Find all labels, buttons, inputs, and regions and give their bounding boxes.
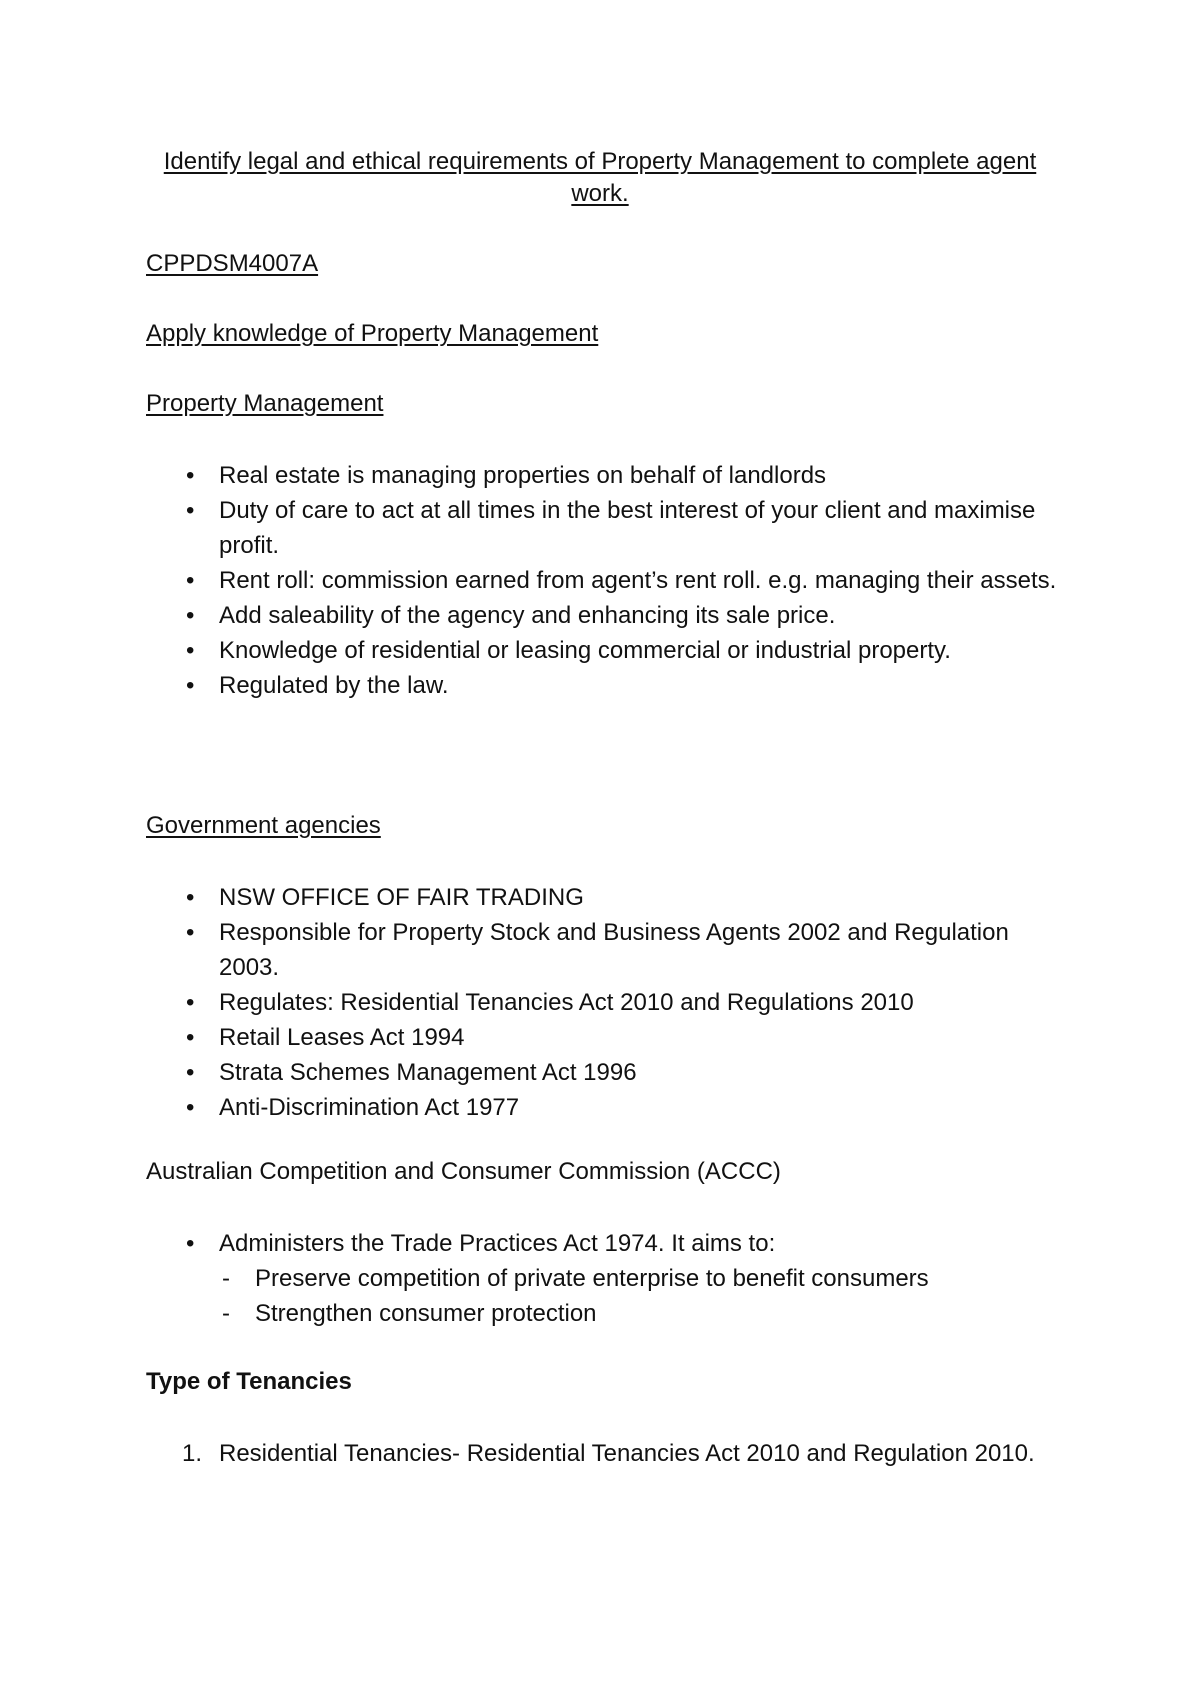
bullet-icon: • (186, 1230, 195, 1257)
bullet-icon: • (186, 919, 195, 946)
bullet-icon: • (186, 497, 195, 524)
list-item-text: Duty of care to act at all times in the best interest of your client and maximise profit. (219, 497, 1036, 559)
bullet-icon: • (186, 637, 195, 664)
list-item (0, 493, 1059, 563)
list-item-text: Rent roll: commission earned from agent’s rent roll. e.g. managing their assets. (219, 567, 1057, 594)
list-item (0, 1020, 1059, 1055)
list-item-text: Real estate is managing properties on behalf of landlords (219, 462, 827, 489)
list-item-text: Regulates: Residential Tenancies Act 2010 and Regulations 2010 (219, 989, 914, 1016)
section-heading-type-of-tenancies: Type of Tenancies (146, 1368, 352, 1395)
list-item (0, 633, 1059, 668)
section-heading-government-agencies: Government agencies (146, 812, 381, 839)
list-item (0, 915, 1059, 985)
list-item-text: Regulated by the law. (219, 672, 449, 699)
bullet-icon: • (186, 1024, 195, 1051)
list-item-text: Strata Schemes Management Act 1996 (219, 1059, 637, 1086)
dash-icon: - (222, 1300, 230, 1327)
accc-sub-list (0, 1261, 1095, 1331)
property-management-list (0, 458, 1059, 703)
section-heading-property-management: Property Management (146, 390, 384, 417)
list-item (0, 1296, 1095, 1331)
dash-icon: - (222, 1265, 230, 1292)
list-item-text: Anti-Discrimination Act 1977 (219, 1094, 520, 1121)
list-item-text: Responsible for Property Stock and Business Agents 2002 and Regulation 2003. (219, 919, 1009, 981)
list-item (0, 1226, 1059, 1261)
list-item (0, 1436, 1059, 1471)
bullet-icon: • (186, 672, 195, 699)
list-item-text: Strengthen consumer protection (255, 1300, 597, 1327)
list-item-text: Residential Tenancies- Residential Tenancies Act 2010 and Regulation 2010. (219, 1440, 1035, 1467)
list-item (0, 880, 1059, 915)
accc-list (0, 1226, 1059, 1261)
list-item (0, 1261, 1095, 1296)
bullet-icon: • (186, 567, 195, 594)
list-item (0, 1090, 1059, 1125)
list-item-text: Retail Leases Act 1994 (219, 1024, 465, 1051)
tenancies-list (0, 1436, 1059, 1471)
bullet-icon: • (186, 989, 195, 1016)
list-item (0, 985, 1059, 1020)
unit-code: CPPDSM4007A (146, 250, 319, 277)
bullet-icon: • (186, 1094, 195, 1121)
list-item-text: Knowledge of residential or leasing commercial or industrial property. (219, 637, 951, 664)
government-agencies-list (0, 880, 1059, 1125)
list-item (0, 668, 1059, 703)
list-item-text: NSW OFFICE OF FAIR TRADING (219, 884, 584, 911)
list-number: 1. (182, 1440, 203, 1467)
bullet-icon: • (186, 884, 195, 911)
list-item (0, 1055, 1059, 1090)
bullet-icon: • (186, 462, 195, 489)
list-item (0, 563, 1059, 598)
list-item (0, 598, 1059, 633)
document-title: Identify legal and ethical requirements of Property Management to complete agent work. (163, 148, 1037, 207)
section-heading-accc: Australian Competition and Consumer Commission (ACCC) (146, 1158, 781, 1185)
list-item (0, 458, 1059, 493)
list-item-text: Administers the Trade Practices Act 1974. It aims to: (219, 1230, 776, 1257)
bullet-icon: • (186, 1059, 195, 1086)
bullet-icon: • (186, 602, 195, 629)
list-item-text: Preserve competition of private enterprise to benefit consumers (255, 1265, 929, 1292)
list-item-text: Add saleability of the agency and enhancing its sale price. (219, 602, 836, 629)
subtitle: Apply knowledge of Property Management (146, 320, 599, 347)
